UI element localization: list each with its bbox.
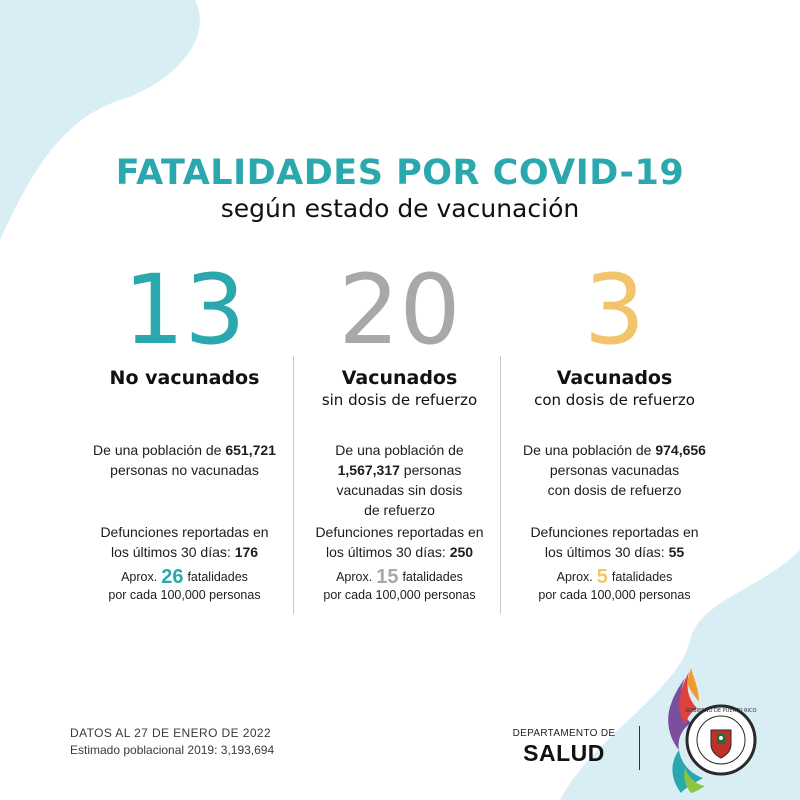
column-subheading: con dosis de refuerzo (534, 391, 695, 409)
column-subheading: sin dosis de refuerzo (321, 391, 478, 409)
page-subtitle: según estado de vacunación (220, 194, 580, 223)
column-divider (293, 356, 294, 614)
deaths-text: Defunciones reportadas en los últimos 30 días: 176 (100, 524, 269, 560)
logo-separator (639, 726, 640, 770)
big-number-unvaccinated: 13 (123, 254, 246, 366)
column-unvaccinated (82, 254, 287, 604)
rate-value: 26 (161, 566, 184, 588)
column-vaccinated-booster (512, 254, 717, 604)
column-heading: Vacunados (556, 367, 673, 389)
deaths-text: Defunciones reportadas en los últimos 30 días: 250 (315, 524, 484, 560)
column-heading: Vacunados (341, 367, 458, 389)
population-text: De una población de 974,656 personas vacunadas con dosis de refuerzo (523, 442, 706, 498)
population-value: 974,656 (655, 442, 706, 458)
seal-text: GOBIERNO DE PUERTO RICO (685, 708, 757, 714)
deaths-value: 176 (234, 544, 259, 560)
population-text: De una población de 651,721 personas no vacunadas (93, 442, 276, 478)
data-date: DATOS AL 27 DE ENERO DE 2022 (70, 726, 272, 740)
population-text: De una población de 1,567,317 personas vacunadas sin dosis de refuerzo (335, 442, 464, 518)
column-heading: No vacunados (109, 367, 260, 389)
government-seal-logo (655, 668, 765, 793)
big-number-booster: 3 (583, 254, 646, 366)
population-estimate: Estimado poblacional 2019: 3,193,694 (70, 743, 275, 757)
rate-text: Aprox. 15 fatalidades por cada 100,000 personas (323, 566, 476, 602)
deaths-text: Defunciones reportadas en los últimos 30 días: 55 (530, 524, 699, 560)
column-subheading (82, 390, 287, 410)
department-logo-text: DEPARTAMENTO DE SALUD (512, 728, 616, 766)
deaths-value: 250 (449, 544, 474, 560)
column-vaccinated-no-booster (297, 254, 502, 604)
page-title: FATALIDADES POR COVID-19 (115, 153, 685, 193)
big-number-no-booster: 20 (338, 254, 461, 366)
column-divider (500, 356, 501, 614)
rate-value: 5 (596, 566, 608, 588)
rate-text: Aprox. 5 fatalidades por cada 100,000 personas (538, 566, 691, 602)
rate-value: 15 (376, 566, 399, 588)
rate-text: Aprox. 26 fatalidades por cada 100,000 personas (108, 566, 261, 602)
deaths-value: 55 (668, 544, 685, 560)
population-value: 1,567,317 (337, 462, 400, 478)
population-value: 651,721 (225, 442, 276, 458)
